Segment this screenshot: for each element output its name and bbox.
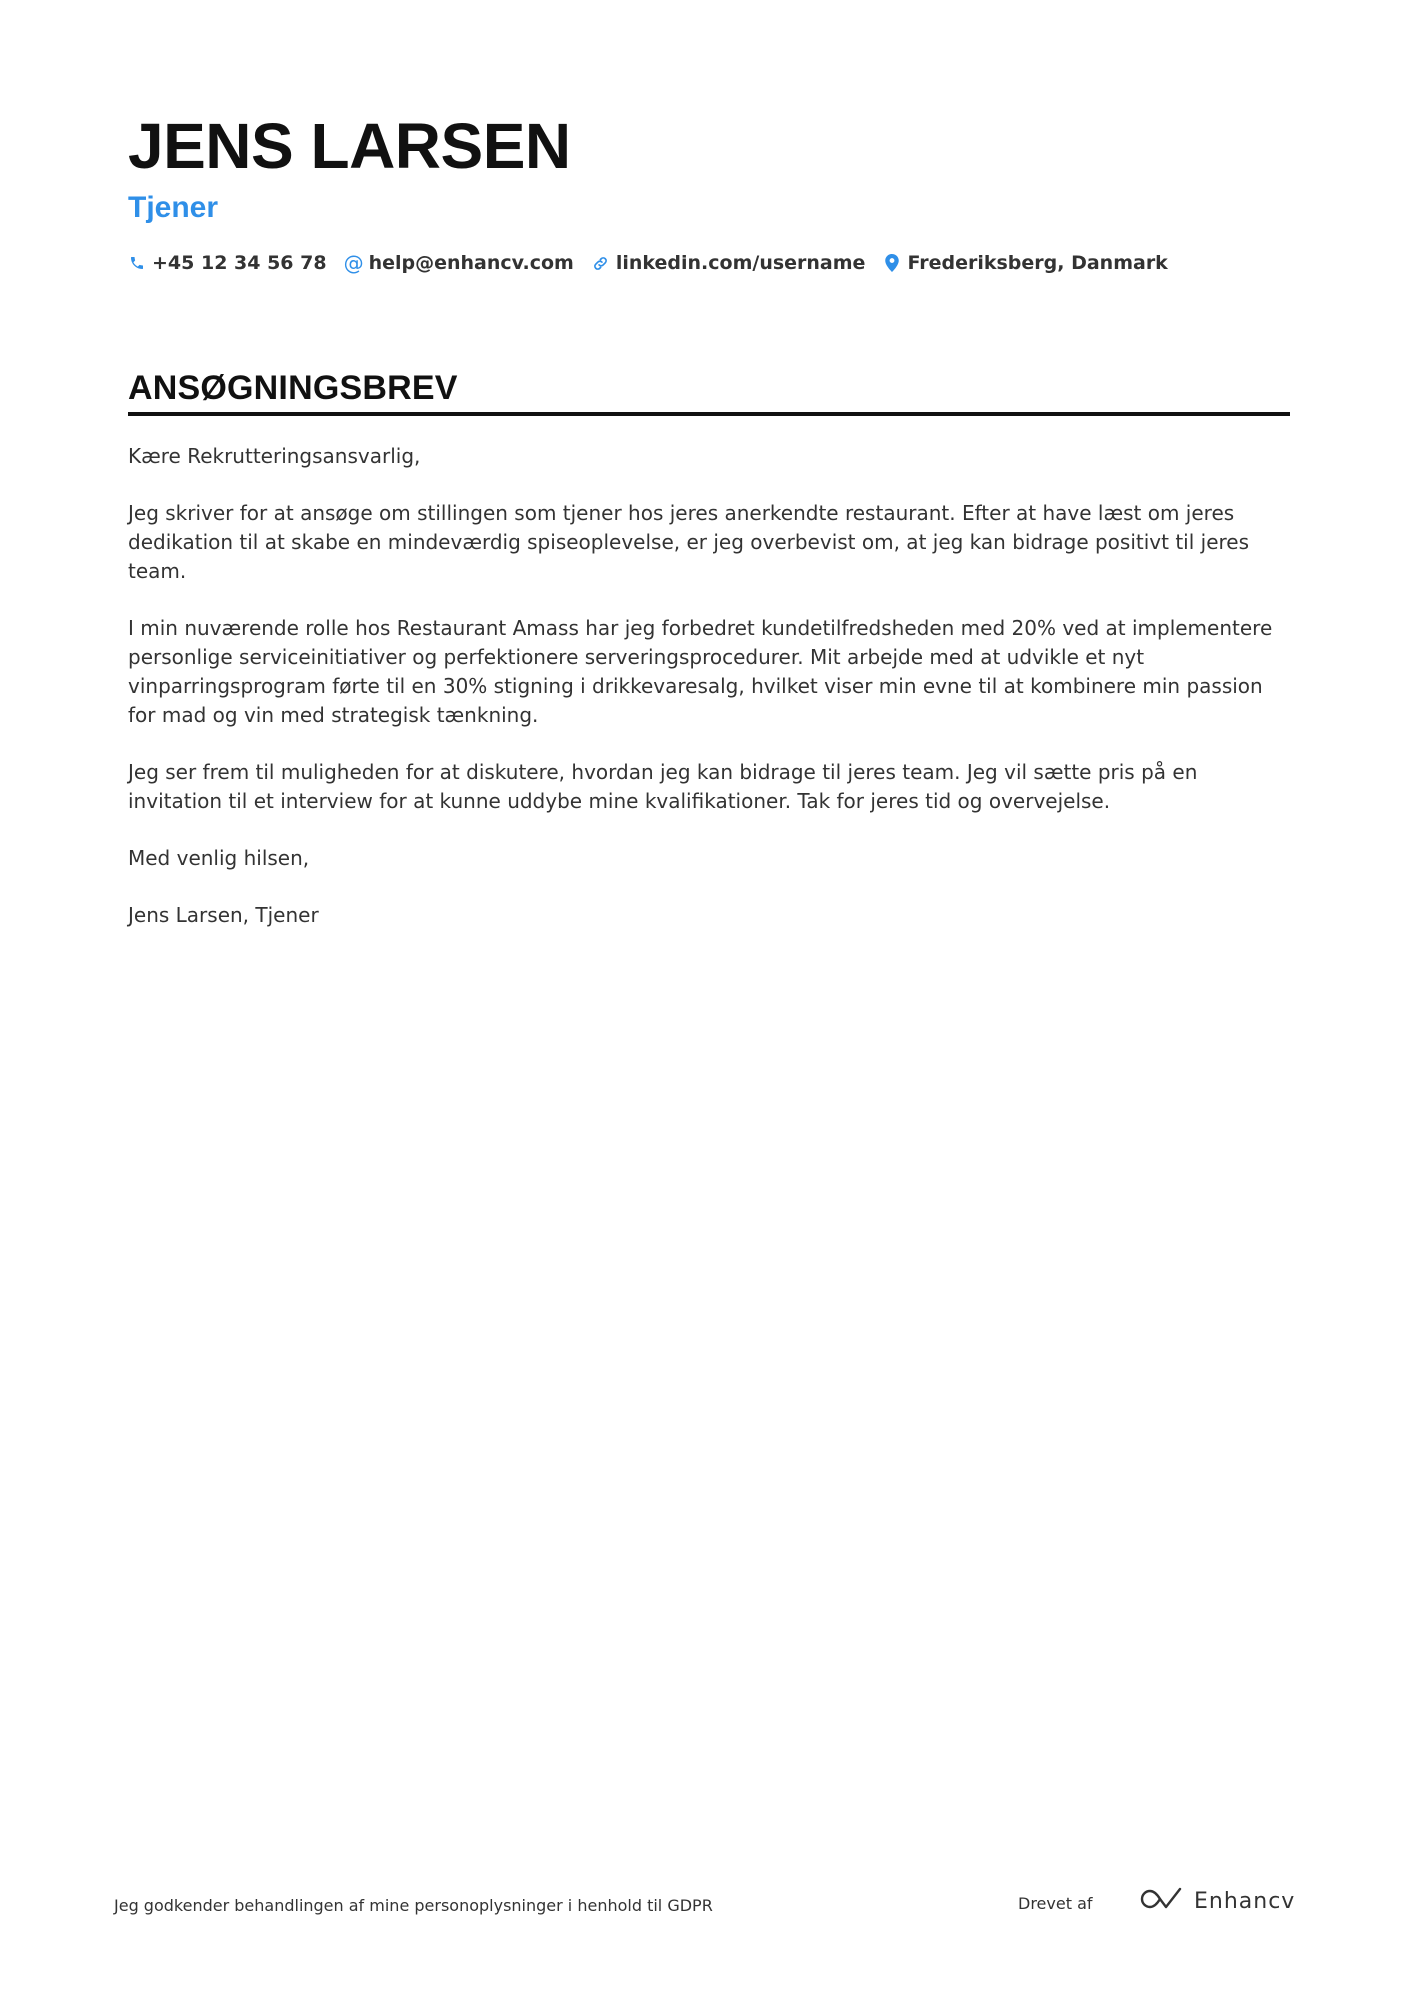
letter-closing: Med venlig hilsen, bbox=[128, 846, 310, 870]
link-icon bbox=[592, 254, 610, 272]
contact-email[interactable] bbox=[345, 252, 574, 274]
section-title: ANSØGNINGSBREV bbox=[128, 369, 458, 407]
at-icon: @ bbox=[343, 251, 364, 275]
phone-text: +45 12 34 56 78 bbox=[152, 252, 327, 274]
phone-icon bbox=[128, 254, 146, 272]
brand-logo[interactable] bbox=[1138, 1886, 1295, 1916]
header bbox=[128, 108, 1288, 274]
contact-row bbox=[128, 252, 1288, 274]
location-text: Frederiksberg, Danmark bbox=[907, 252, 1168, 274]
letter-paragraph: Jeg ser frem til muligheden for at diskutere, hvordan jeg kan bidrage til jeres team. Jeg vil sætte pris på en invitation til et interview for at kunne uddybe mine kvalifikationer. Tak for jeres tid og overvejelse. bbox=[128, 760, 1198, 813]
letter-paragraph: I min nuværende rolle hos Restaurant Amass har jeg forbedret kundetilfredsheden med 20% ved at implementere personlige serviceinitiativer og perfektionere serveringsprocedurer. Mit arbejde med at udvikle et nyt vinparringsprogram førte til en 30% stigning i drikkevaresalg, hvilket viser min evne til at kombinere min passion for mad og vin med strategisk tænkning. bbox=[128, 616, 1273, 727]
cover-letter-section bbox=[128, 366, 1290, 958]
footer bbox=[114, 1880, 1296, 1920]
linkedin-text: linkedin.com/username bbox=[615, 252, 866, 274]
letter-signature: Jens Larsen, Tjener bbox=[128, 903, 319, 927]
letter-body bbox=[128, 442, 1290, 930]
gdpr-consent-text: Jeg godkender behandlingen af mine personoplysninger i henhold til GDPR bbox=[114, 1896, 713, 1915]
powered-by-label: Drevet af bbox=[1018, 1894, 1093, 1913]
job-title: Tjener bbox=[128, 191, 219, 224]
contact-location bbox=[883, 252, 1167, 274]
infinity-logo-icon bbox=[1138, 1886, 1184, 1916]
applicant-name: JENS LARSEN bbox=[128, 110, 571, 182]
contact-phone[interactable] bbox=[128, 252, 327, 274]
email-text: help@enhancv.com bbox=[368, 252, 574, 274]
section-divider bbox=[128, 412, 1290, 416]
letter-greeting: Kære Rekrutteringsansvarlig, bbox=[128, 444, 421, 468]
letter-paragraph: Jeg skriver for at ansøge om stillingen som tjener hos jeres anerkendte restaurant. Efter at have læst om jeres dedikation til at skabe en mindeværdig spiseoplevelse, er jeg overbevist om, at jeg kan bidrage positivt til jeres team. bbox=[128, 501, 1250, 583]
contact-linkedin[interactable] bbox=[592, 252, 866, 274]
brand-name: Enhancv bbox=[1194, 1888, 1296, 1914]
location-pin-icon bbox=[883, 254, 901, 272]
